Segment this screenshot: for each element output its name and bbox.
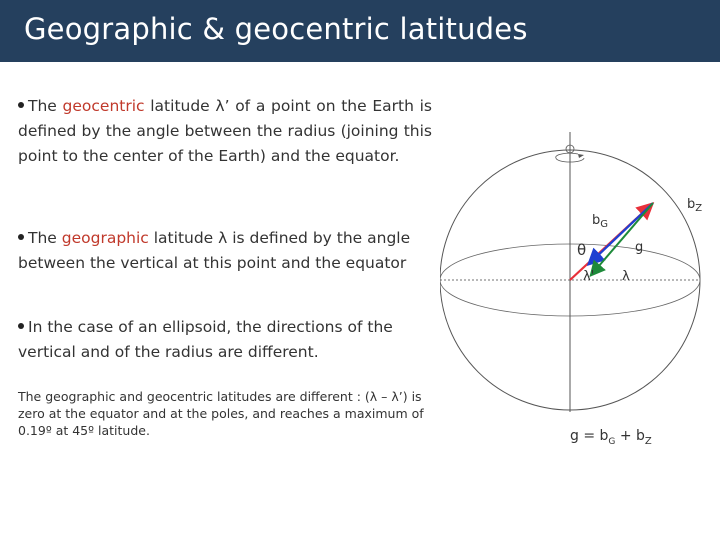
- paragraph-geocentric: [18, 94, 432, 169]
- title-bar: [0, 0, 720, 62]
- label-g: g: [635, 240, 644, 255]
- equation-text: $g = b_G + b_Z$: [570, 428, 652, 447]
- bullet-icon: [18, 102, 24, 108]
- p1-before: The: [28, 97, 63, 115]
- label-lambda: λ: [622, 269, 630, 284]
- label-bz: $b_Z$: [687, 197, 703, 214]
- paragraph-difference: The geographic and geocentric latitudes are different : (λ – λ’) is zero at the equator and at the poles, and reaches a maximum of 0.19º at 45º latitude.: [18, 389, 424, 438]
- p2-highlight: geographic: [61, 229, 149, 247]
- green-vector-g: [592, 203, 653, 274]
- label-theta: θ: [577, 241, 587, 259]
- latitude-diagram: [440, 120, 720, 424]
- p1-highlight: geocentric: [62, 97, 145, 115]
- paragraph-ellipsoid: [18, 315, 438, 365]
- label-bg: $b_G$: [592, 213, 609, 230]
- diagram-svg: [440, 120, 720, 420]
- blue-vector-bg: [590, 203, 653, 263]
- paragraph-geographic: [18, 226, 438, 276]
- p3-text: In the case of an ellipsoid, the directions of the vertical and of the radius are different.: [18, 318, 393, 361]
- p1-after: latitude λ’ of a point on the Earth is defined by the angle between the radius (joining this point to the center of the Earth) and the equator.: [18, 97, 432, 165]
- bullet-icon: [18, 234, 24, 240]
- label-lambda-prime: λ': [583, 269, 595, 284]
- p2-before: The: [28, 229, 62, 247]
- p2-after: latitude λ is defined by the angle between the vertical at this point and the equator: [18, 229, 411, 272]
- bullet-icon: [18, 323, 24, 329]
- page-title: Geographic & geocentric latitudes: [24, 12, 528, 46]
